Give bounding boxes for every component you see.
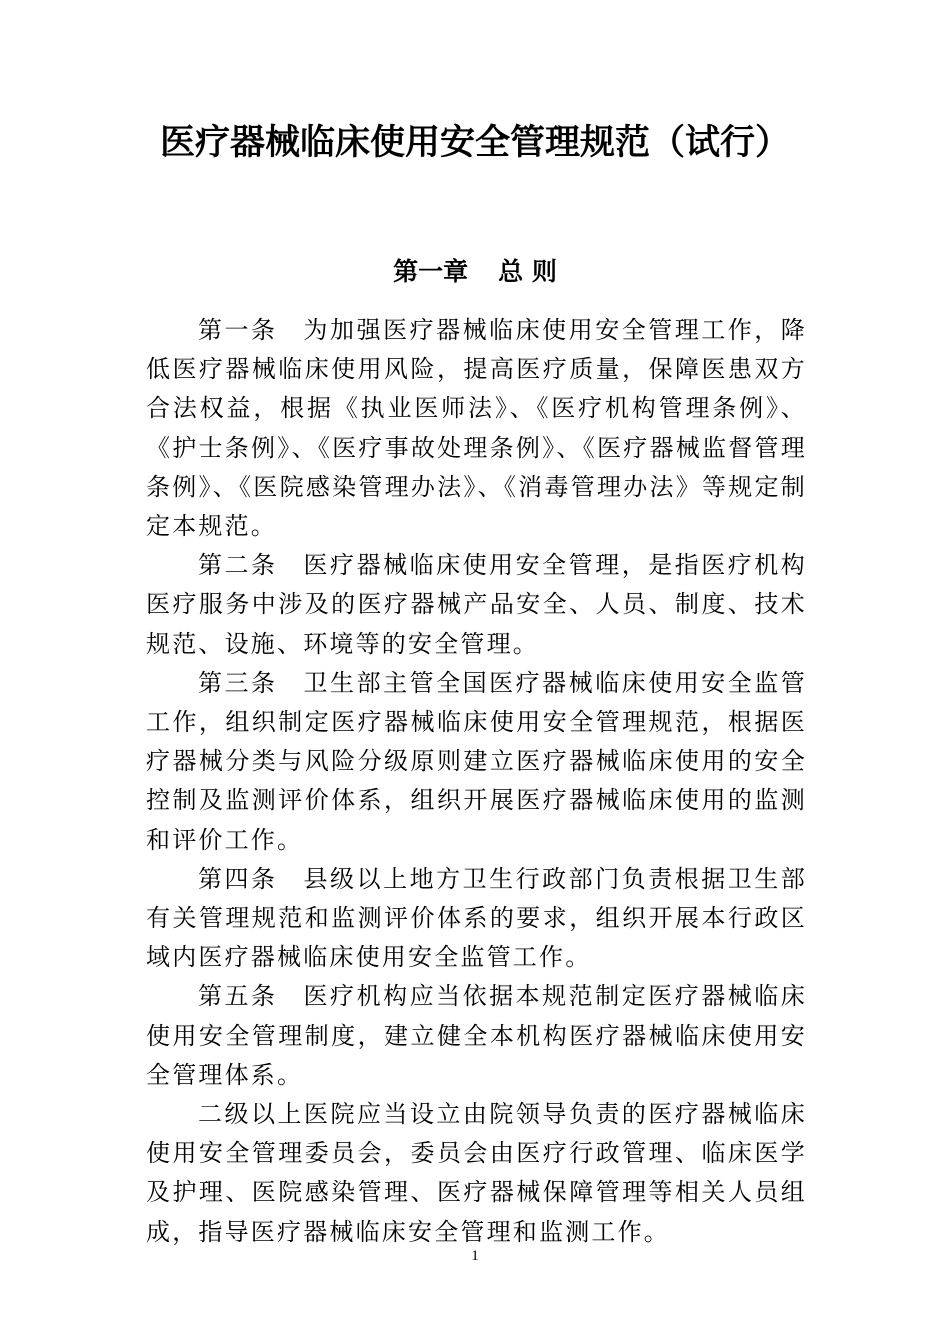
article-label: 第二条 bbox=[198, 551, 278, 580]
article-text: 为加强医疗器械临床使用安全管理工作，降低医疗器械临床使用风险，提高医疗质量，保障医患双方合法权益，根据《执业医师法》、《医疗机构管理条例》、《护士条例》、《医疗事故处理条例》、《医疗器械监督管理条例》、《医院感染管理办法》、《消毒管理办法》等规定制定本规范。 bbox=[146, 316, 807, 541]
chapter-name: 总 则 bbox=[498, 257, 557, 286]
article-paragraph bbox=[146, 311, 807, 546]
page-number: 1 bbox=[471, 1248, 479, 1264]
article-label: 第五条 bbox=[198, 982, 278, 1011]
article-paragraph bbox=[146, 664, 807, 860]
chapter-number: 第一章 bbox=[393, 257, 469, 286]
article-text: 县级以上地方卫生行政部门负责根据卫生部有关管理规范和监测评价体系的要求，组织开展本行政区域内医疗器械临床使用安全监管工作。 bbox=[146, 864, 807, 972]
article-paragraph bbox=[146, 860, 807, 978]
paragraph-text: 二级以上医院应当设立由院领导负责的医疗器械临床使用安全管理委员会，委员会由医疗行政管理、临床医学及护理、医院感染管理、医疗器械保障管理等相关人员组成，指导医疗器械临床安全管理和监测工作。 bbox=[146, 1100, 807, 1246]
article-paragraph bbox=[146, 546, 807, 664]
article-text: 医疗机构应当依据本规范制定医疗器械临床使用安全管理制度，建立健全本机构医疗器械临床使用安全管理体系。 bbox=[146, 982, 807, 1089]
article-label: 第一条 bbox=[198, 316, 278, 344]
continuation-paragraph bbox=[146, 1095, 807, 1252]
article-text: 医疗器械临床使用安全管理，是指医疗机构医疗服务中涉及的医疗器械产品安全、人员、制度、技术规范、设施、环境等的安全管理。 bbox=[146, 551, 807, 658]
article-text: 卫生部主管全国医疗器械临床使用安全监管工作，组织制定医疗器械临床使用安全管理规范，根据医疗器械分类与风险分级原则建立医疗器械临床使用的安全控制及监测评价体系，组织开展医疗器械临床使用的监测和评价工作。 bbox=[146, 668, 807, 854]
article-paragraph bbox=[146, 977, 807, 1095]
chapter-heading bbox=[0, 252, 950, 292]
article-label: 第四条 bbox=[198, 864, 278, 893]
document-title: 医疗器械临床使用安全管理规范（试行） bbox=[159, 123, 790, 163]
document-body bbox=[146, 311, 807, 1252]
article-label: 第三条 bbox=[198, 668, 278, 697]
